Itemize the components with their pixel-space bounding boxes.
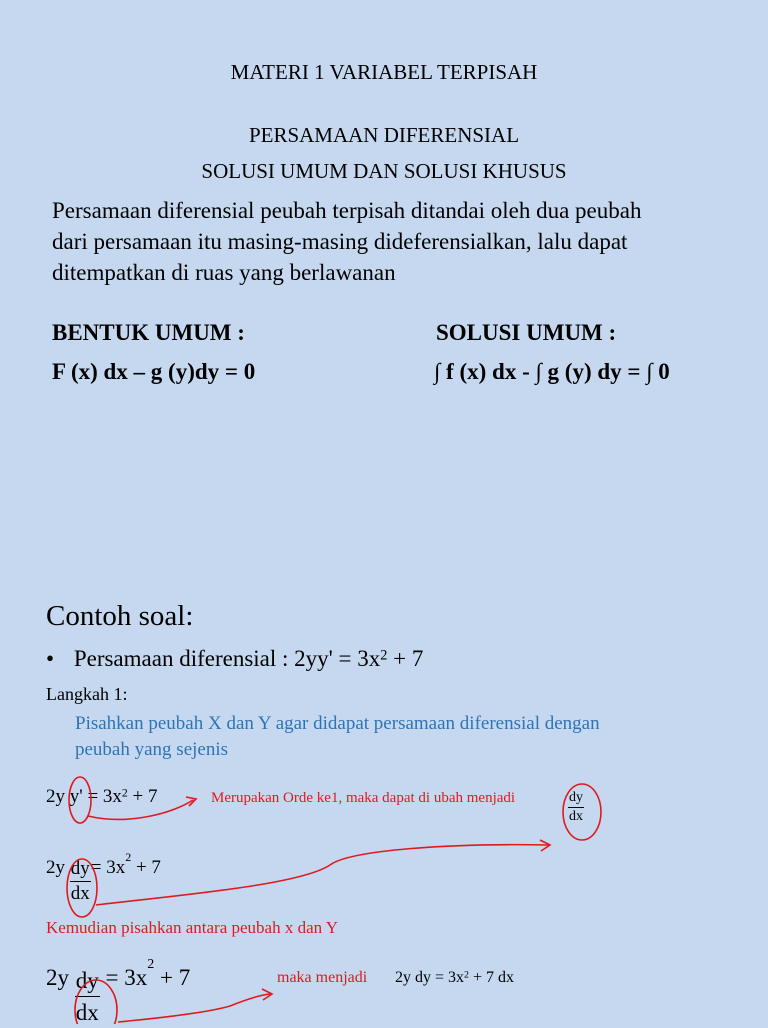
fraction-denominator: dx <box>569 808 583 824</box>
equation-3-numerator: dy <box>75 965 100 997</box>
result-equation <box>395 969 514 987</box>
fraction-numerator: dy <box>568 789 584 808</box>
solusi-umum-heading: SOLUSI UMUM : <box>436 320 617 345</box>
bullet-tail: + 7 <box>387 646 424 671</box>
note-pisahkan: Kemudian pisahkan antara peubah x dan Y <box>46 918 339 937</box>
equation-1-tail: + 7 <box>127 786 158 807</box>
result-lhs: 2y dy = 3x <box>395 969 465 986</box>
solusi-umum-formula: ∫ f (x) dx - ∫ g (y) dy = ∫ 0 <box>434 359 670 384</box>
equation-1-rhs: = 3x <box>82 786 122 807</box>
equation-2-rhs: = 3x <box>90 857 126 878</box>
equation-3-prefix: 2y <box>46 965 75 990</box>
paragraph-line: Persamaan diferensial peubah terpisah ditandai oleh dua peubah <box>52 198 642 223</box>
equation-3-denominator: dx <box>75 1000 99 1026</box>
example-bullet <box>46 646 423 672</box>
arrow-pisahkan <box>96 845 548 905</box>
dy-dx-fraction <box>568 789 584 825</box>
bullet-exponent: 2 <box>380 647 388 664</box>
paragraph-line: ditempatkan di ruas yang berlawanan <box>52 260 396 285</box>
result-exponent: 2 <box>464 969 469 981</box>
step-label: Langkah 1: <box>46 684 128 704</box>
slide1-subtitle-line2: SOLUSI UMUM DAN SOLUSI KHUSUS <box>201 159 567 183</box>
equation-2 <box>46 850 161 906</box>
note-orde: Merupakan Orde ke1, maka dapat di ubah menjadi <box>211 790 516 806</box>
example-heading: Contoh soal: <box>46 600 194 632</box>
equation-3 <box>46 957 191 1028</box>
equation-1 <box>46 786 158 808</box>
bentuk-umum-heading: BENTUK UMUM : <box>52 320 245 345</box>
instruction-line: Pisahkan peubah X dan Y agar didapat persamaan diferensial dengan <box>75 713 600 734</box>
equation-3-exponent: 2 <box>147 957 155 972</box>
arrowhead-orde <box>186 797 196 806</box>
arrowhead-pisahkan <box>540 840 550 851</box>
slide1-paragraph <box>52 195 641 288</box>
slide1-subtitle-line1: PERSAMAAN DIFERENSIAL <box>248 123 520 147</box>
equation-1-lhs: 2y <box>46 786 70 807</box>
equation-2-denominator: dx <box>70 882 90 904</box>
equation-1-exponent: 2 <box>121 786 128 800</box>
note-maka-menjadi: maka menjadi <box>277 969 368 986</box>
equation-2-exponent: 2 <box>125 850 132 864</box>
paragraph-line: dari persamaan itu masing-masing dideferensialkan, lalu dapat <box>52 229 628 254</box>
instruction-line: peubah yang sejenis <box>75 739 229 760</box>
equation-3-tail: + 7 <box>154 965 191 990</box>
bentuk-umum-formula: F (x) dx – g (y)dy = 0 <box>52 359 256 384</box>
equation-3-rhs: = 3x <box>99 965 148 990</box>
bullet-text: Persamaan diferensial : 2yy' = 3x <box>73 646 381 671</box>
equation-2-numerator: dy <box>70 857 91 882</box>
result-tail: + 7 dx <box>468 969 515 986</box>
equation-2-tail: + 7 <box>131 857 161 878</box>
arrowhead-maka <box>262 989 272 1000</box>
slide1-title: MATERI 1 VARIABEL TERPISAH <box>230 60 538 84</box>
equation-2-prefix: 2y <box>46 857 70 878</box>
equation-1-yprime: y' <box>69 786 83 807</box>
bullet-icon: • <box>46 646 55 671</box>
instruction-text <box>75 711 600 763</box>
